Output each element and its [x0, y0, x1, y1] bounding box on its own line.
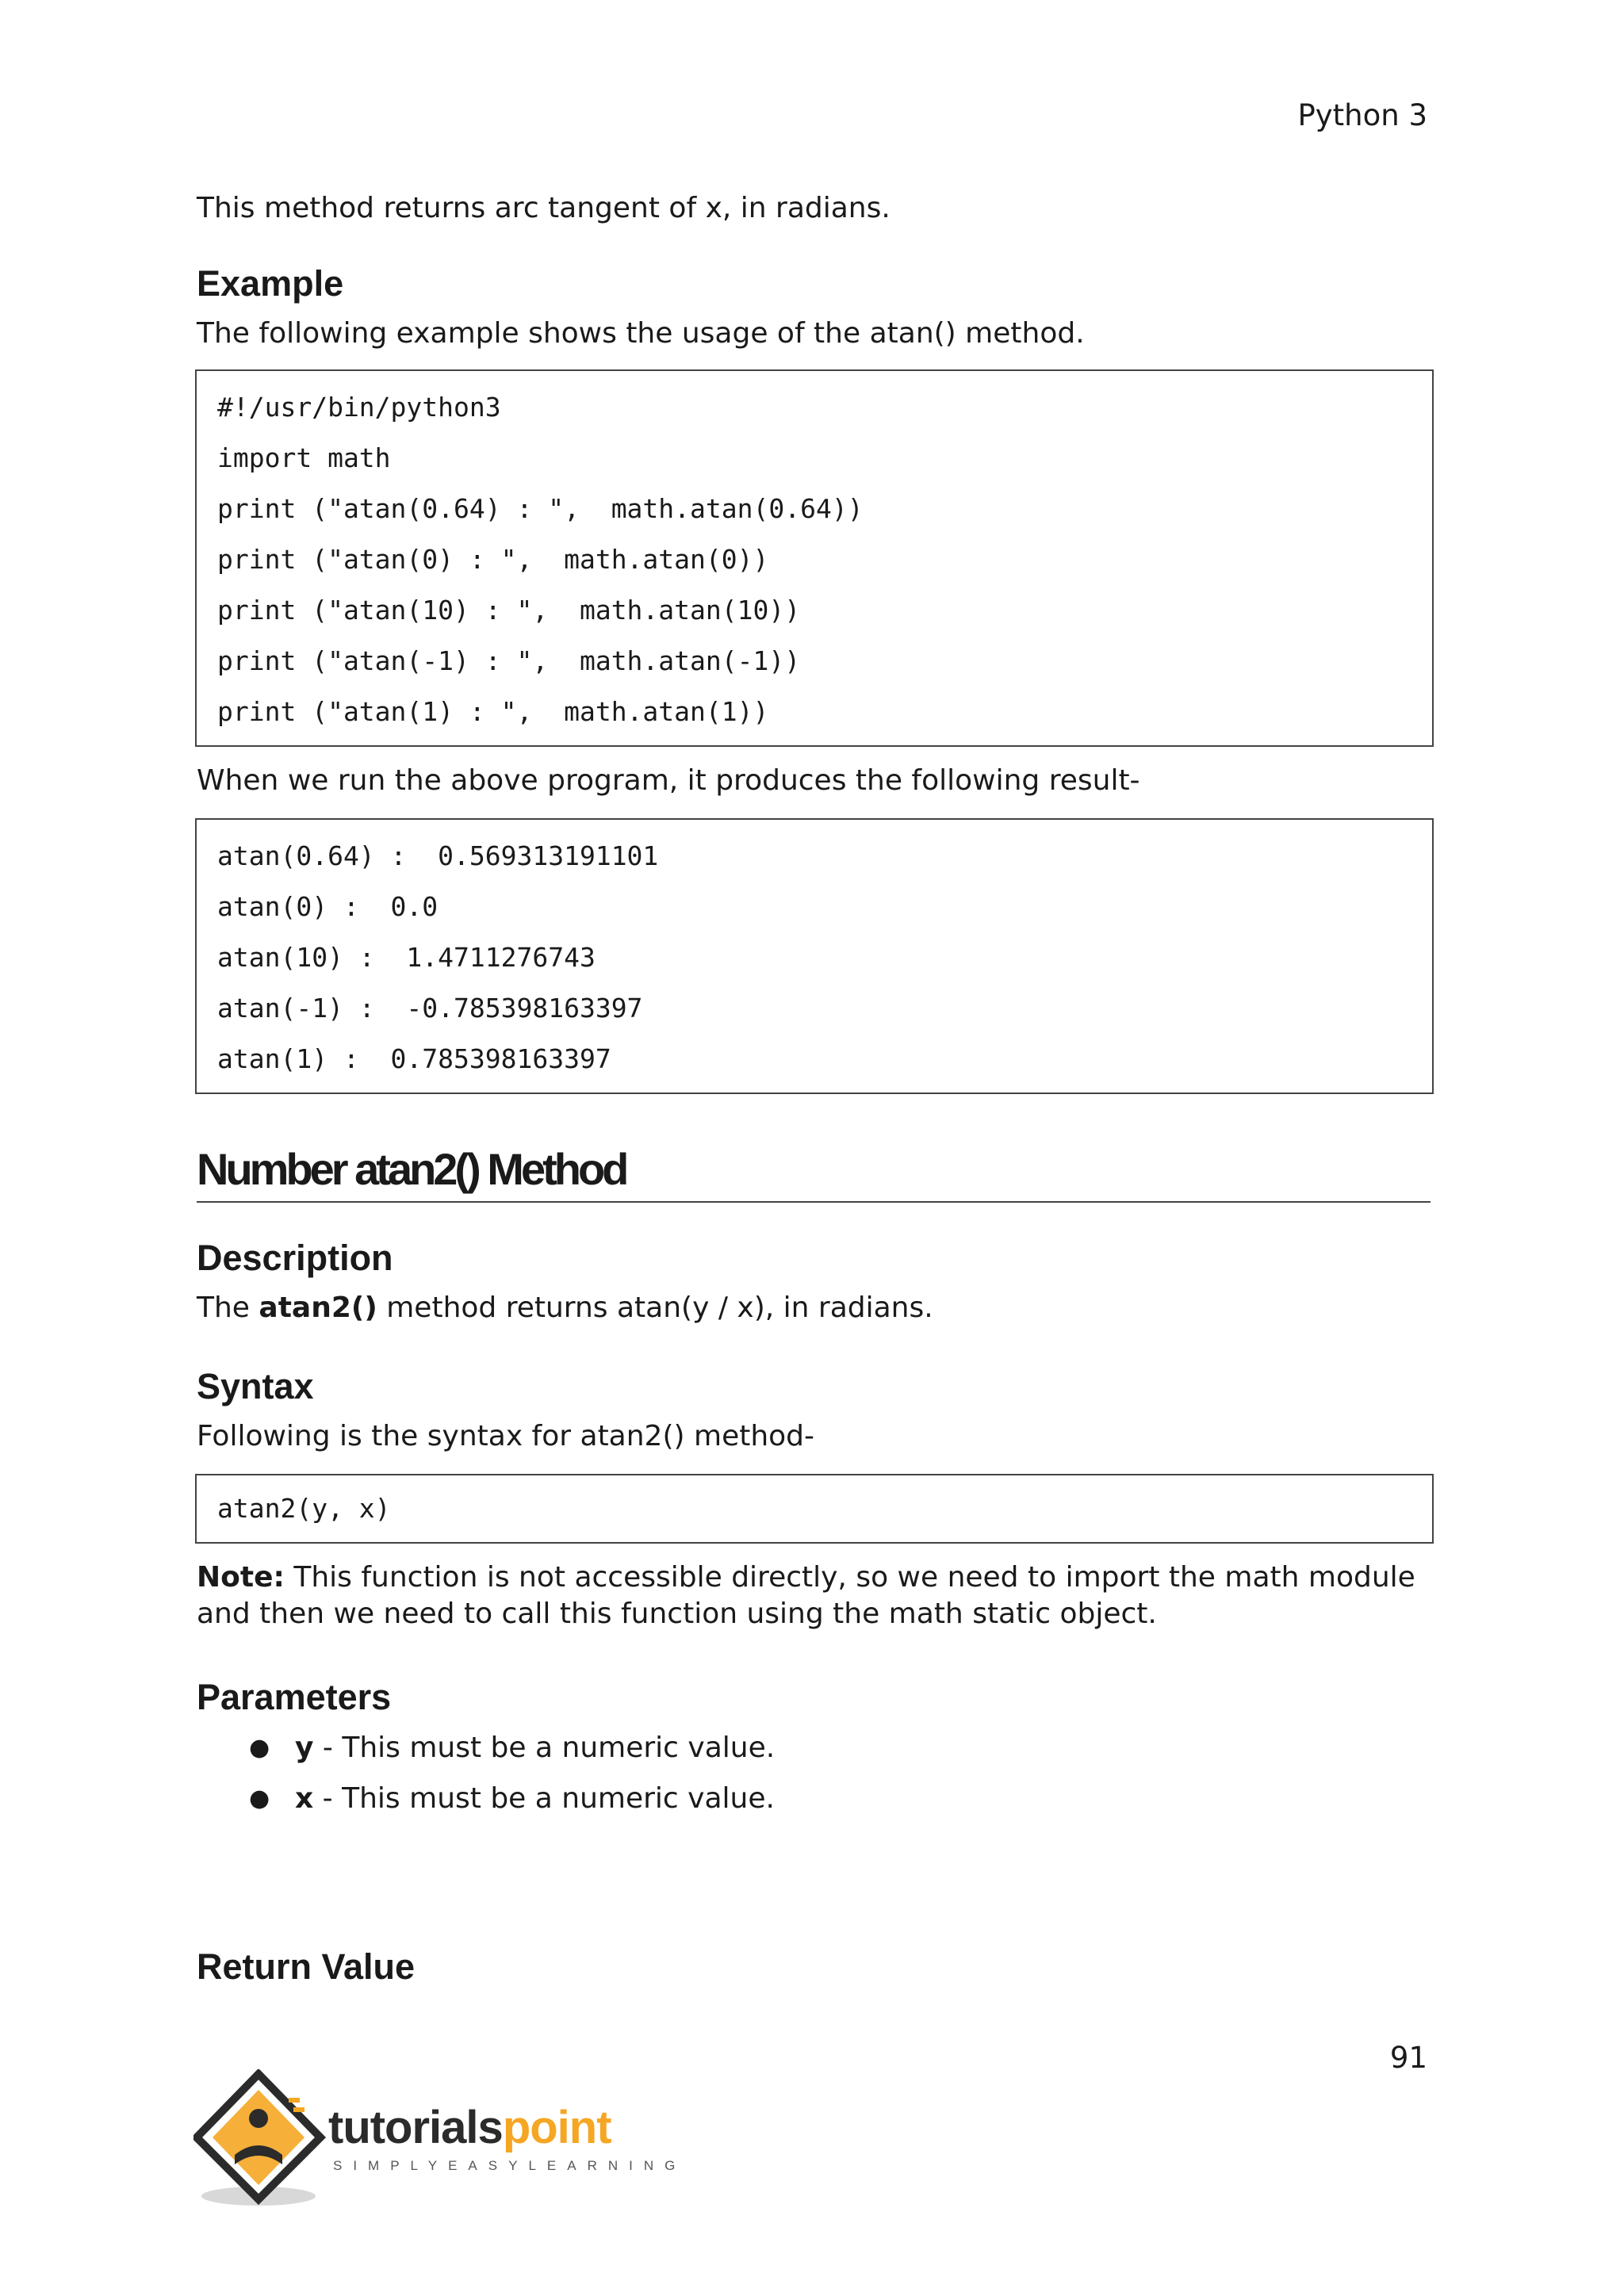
- logo-emblem-icon: [193, 2069, 336, 2212]
- param-desc: - This must be a numeric value.: [313, 1782, 775, 1815]
- syntax-heading: Syntax: [197, 1366, 314, 1406]
- code-line: print ("atan(-1) : ", math.atan(-1)): [217, 645, 801, 676]
- example-intro: The following example shows the usage of the atan() method.: [197, 317, 1085, 350]
- code-line: print ("atan(0.64) : ", math.atan(0.64)): [217, 493, 864, 524]
- list-item: [197, 1774, 1431, 1824]
- output-line: atan(10) : 1.4711276743: [217, 942, 596, 973]
- description-prefix: The: [197, 1292, 259, 1324]
- parameters-list: [197, 1723, 1431, 1824]
- page-number: 91: [1389, 2041, 1427, 2075]
- bullet-icon: ●: [249, 1785, 270, 1812]
- description-text: [197, 1290, 1431, 1326]
- description-heading: Description: [197, 1238, 393, 1278]
- return-value-heading: Return Value: [197, 1946, 416, 1987]
- example-code-block: [195, 369, 1434, 747]
- param-name: x: [295, 1782, 314, 1815]
- code-line: import math: [217, 442, 391, 473]
- code-line: print ("atan(10) : ", math.atan(10)): [217, 595, 801, 626]
- output-line: atan(1) : 0.785398163397: [217, 1043, 611, 1074]
- note-paragraph: [197, 1559, 1431, 1632]
- description-suffix: method returns atan(y / x), in radians.: [377, 1292, 933, 1324]
- description-method-name: atan2(): [259, 1292, 377, 1324]
- section-title: Number atan2() Method: [197, 1143, 1431, 1203]
- output-line: atan(0) : 0.0: [217, 891, 439, 922]
- atan-return-text: This method returns arc tangent of x, in radians.: [197, 192, 891, 224]
- tutorialspoint-logo: [193, 2069, 687, 2212]
- running-header: Python 3: [1297, 98, 1427, 132]
- logo-text-accent: point: [502, 2102, 611, 2153]
- code-line: print ("atan(1) : ", math.atan(1)): [217, 696, 769, 727]
- parameters-heading: Parameters: [197, 1677, 392, 1717]
- logo-tagline: SIMPLYEASYLEARNING: [333, 2158, 687, 2173]
- param-desc: - This must be a numeric value.: [313, 1732, 776, 1764]
- output-block: [195, 818, 1434, 1094]
- list-item: [197, 1723, 1431, 1774]
- syntax-code: atan2(y, x): [217, 1493, 391, 1524]
- syntax-code-block: [195, 1474, 1434, 1544]
- bullet-icon: ●: [249, 1734, 270, 1762]
- example-heading: Example: [197, 263, 344, 304]
- note-label: Note:: [197, 1561, 285, 1594]
- note-text: This function is not accessible directly, so we need to import the math module and then we need to call this function using the math static object.: [197, 1561, 1415, 1630]
- logo-text-main: tutorials: [328, 2102, 503, 2153]
- page-content: [197, 190, 1431, 1988]
- output-line: atan(0.64) : 0.569313191101: [217, 840, 659, 871]
- code-line: #!/usr/bin/python3: [217, 392, 501, 423]
- result-intro: When we run the above program, it produces the following result-: [197, 764, 1140, 797]
- syntax-intro: Following is the syntax for atan2() method-: [197, 1420, 815, 1452]
- output-line: atan(-1) : -0.785398163397: [217, 993, 643, 1024]
- code-line: print ("atan(0) : ", math.atan(0)): [217, 544, 769, 575]
- logo-wordmark: [328, 2101, 611, 2154]
- param-name: y: [295, 1732, 314, 1764]
